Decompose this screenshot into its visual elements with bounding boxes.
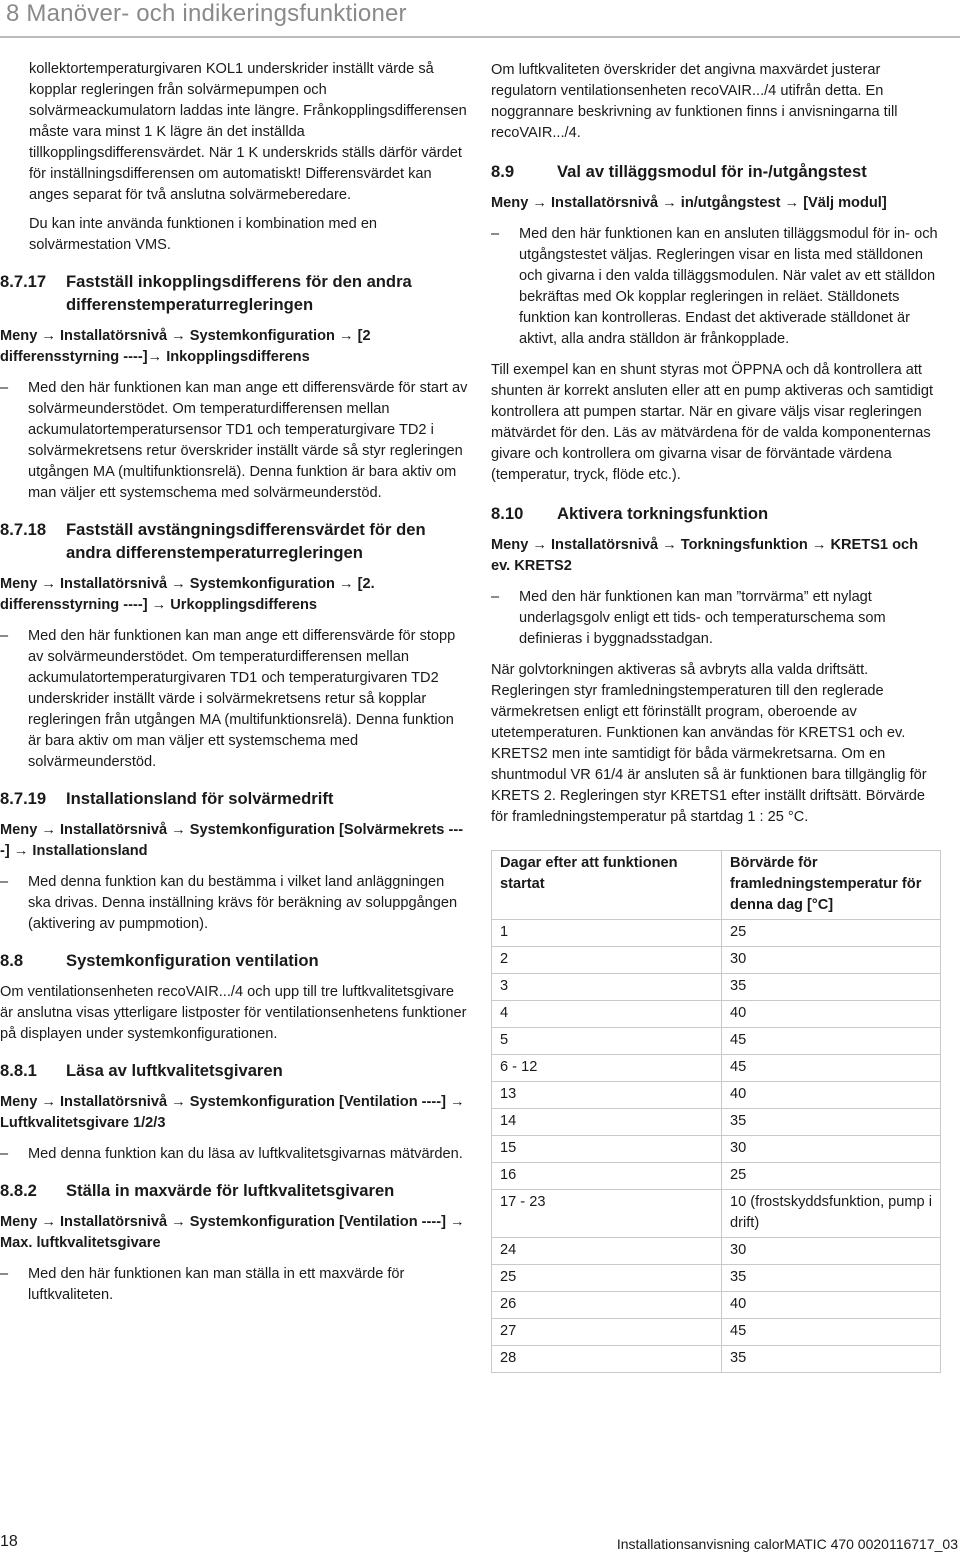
table-row — [492, 947, 941, 974]
table-cell-day: 25 — [492, 1265, 722, 1292]
list-item-8-10: – Med den här funktionen kan man ”torrvärma” ett nylagt underlagsgolv enligt ett tids- och temperaturschema som definieras i byggnadsstadgan. — [491, 589, 886, 647]
table-cell-setpoint: 35 — [722, 974, 941, 1001]
table-cell-setpoint: 25 — [722, 920, 941, 947]
list-item-8-7-17: – Med den här funktionen kan man ange ett differensvärde för start av solvärmeunderstödet. Om temperaturdifferensen mellan ackumulatortemperatursensor TD1 och temperaturgivare TD2 i solvärmekretsens retur överskrider inställt värde så styr regleringen utgången MA (multifunktionsrelä). Denna funktion är bara aktiv om man väljer ett systemschema med solvärmeunderstöd. — [0, 380, 468, 501]
recovair-paragraph: Om luftkvaliteten överskrider det angivna maxvärdet justerar regulatorn ventilationsenheten recoVAIR.../4 utifrån detta. En noggrannare beskrivning av funktionen finns i anvisningarna till recoVAIR.../4. — [491, 62, 898, 141]
list-item-8-9: – Med den här funktionen kan en ansluten tilläggsmodul för in- och utgångstestet väljas. Regleringen visar en lista med ställdonen och givarna i den valda tilläggsmodulen. När valet av ett ställdon bekräftas med Ok kopplar regleringen in reläet. Ställdonets funktion kan kontrolleras. Endast det aktiverade ställdonet är aktivt, alla andra ställdon är frånkopplade. — [491, 226, 938, 347]
page-number: 18 — [0, 1533, 18, 1550]
table-cell-setpoint: 30 — [722, 1238, 941, 1265]
menu-path-8-8-2: Meny → Installatörsnivå → Systemkonfiguration [Ventilation ----] → Max. luftkvalitetsgivare — [0, 1214, 465, 1251]
page-header-title: 8 Manöver- och indikeringsfunktioner — [6, 0, 407, 27]
table-cell-setpoint: 35 — [722, 1265, 941, 1292]
document-reference: Installationsanvisning calorMATIC 470 0020116717_03 — [616, 1536, 958, 1552]
table-row — [492, 974, 941, 1001]
list-item-8-7-19: – Med denna funktion kan du bestämma i vilket land anläggningen ska drivas. Denna inställning krävs för beräkning av soluppgången (aktivering av pumpmotion). — [0, 874, 458, 932]
table-row — [492, 1238, 941, 1265]
section-heading-8-9: 8.9 Val av tilläggsmodul för in-/utgångstest — [491, 162, 867, 181]
table-cell-day: 5 — [492, 1028, 722, 1055]
table-cell-setpoint: 10 (frostskyddsfunktion, pump i drift) — [722, 1190, 941, 1238]
menu-path-8-7-18: Meny → Installatörsnivå → Systemkonfiguration → [2. differensstyrning ----] → Urkopplingsdifferens — [0, 576, 375, 613]
section-heading-8-7-19: 8.7.19 Installationsland för solvärmedrift — [0, 789, 334, 808]
table-cell-setpoint: 45 — [722, 1055, 941, 1082]
menu-path-8-9: Meny → Installatörsnivå → in/utgångstest → [Välj modul] — [491, 195, 887, 211]
table-cell-day: 17 - 23 — [492, 1190, 722, 1238]
table-cell-day: 2 — [492, 947, 722, 974]
table-row — [492, 1319, 941, 1346]
table-row — [492, 1346, 941, 1373]
table-cell-day: 28 — [492, 1346, 722, 1373]
menu-path-8-7-17: Meny → Installatörsnivå → Systemkonfiguration → [2 differensstyrning ----]→ Inkopplingsdifferens — [0, 328, 371, 365]
table-cell-setpoint: 45 — [722, 1319, 941, 1346]
table-cell-setpoint: 40 — [722, 1082, 941, 1109]
table-cell-day: 16 — [492, 1163, 722, 1190]
table-cell-day: 24 — [492, 1238, 722, 1265]
right-column — [491, 60, 941, 1373]
drying-schedule-table — [491, 850, 941, 1373]
paragraph-8-8: Om ventilationsenheten recoVAIR.../4 och upp till tre luftkvalitetsgivare är anslutna visas ytterligare listposter för ventilationsenhetens funktioner på displayen under systemkonfigurationen. — [0, 984, 467, 1042]
table-cell-setpoint: 45 — [722, 1028, 941, 1055]
table-row — [492, 1028, 941, 1055]
paragraph-8-9: Till exempel kan en shunt styras mot ÖPPNA och då kontrollera att shunten är korrekt ansluten eller att en pump aktiveras och samtidigt kontrollera att pumpen startar. När en givare väljs visar regleringen mätvärdet för den. Läs av mätvärdena för de valda komponenternas givare och kontrollera om givarna visar de förväntade värdena (temperatur, tryck, flöde etc.). — [491, 362, 934, 483]
section-heading-8-8-2: 8.8.2 Ställa in maxvärde för luftkvalitetsgivaren — [0, 1181, 395, 1200]
table-cell-setpoint: 30 — [722, 1136, 941, 1163]
column-header-days: Dagar efter att funktionen startat — [492, 851, 722, 920]
section-heading-8-7-18: 8.7.18 Fastställ avstängningsdifferensvärdet för den andra differenstemperaturregleringen — [0, 520, 426, 562]
table-row — [492, 1055, 941, 1082]
table-row — [492, 1082, 941, 1109]
table-cell-setpoint: 40 — [722, 1292, 941, 1319]
table-row — [492, 1190, 941, 1238]
section-heading-8-8: 8.8 Systemkonfiguration ventilation — [0, 951, 319, 970]
table-cell-day: 26 — [492, 1292, 722, 1319]
table-row — [492, 1265, 941, 1292]
table-row — [492, 1109, 941, 1136]
section-heading-8-8-1: 8.8.1 Läsa av luftkvalitetsgivaren — [0, 1061, 283, 1080]
table-row — [492, 1292, 941, 1319]
table-cell-day: 13 — [492, 1082, 722, 1109]
menu-path-8-10: Meny → Installatörsnivå → Torkningsfunktion → KRETS1 och ev. KRETS2 — [491, 537, 919, 574]
header-divider — [0, 36, 960, 38]
table-cell-day: 1 — [492, 920, 722, 947]
table-row — [492, 920, 941, 947]
left-column — [0, 59, 469, 1306]
table-row — [492, 1136, 941, 1163]
table-cell-setpoint: 35 — [722, 1346, 941, 1373]
table-cell-day: 6 - 12 — [492, 1055, 722, 1082]
menu-path-8-8-1: Meny → Installatörsnivå → Systemkonfiguration [Ventilation ----] → Luftkvalitetsgivare 1/2/3 — [0, 1094, 465, 1131]
table-cell-setpoint: 25 — [722, 1163, 941, 1190]
menu-path-8-7-19: Meny → Installatörsnivå → Systemkonfiguration [Solvärmekrets ----] → Installationsland — [0, 822, 464, 859]
section-heading-8-10: 8.10 Aktivera torkningsfunktion — [491, 504, 769, 523]
paragraph-8-10: När golvtorkningen aktiveras så avbryts alla valda driftsätt. Regleringen styr framledningstemperaturen till den reglerade värmekretsen enligt ett förinställt program, oberoende av utetemperaturen. Funktionen kan användas för KRETS1 och ev. KRETS2 men inte samtidigt för båda värmekretsarna. Om en shuntmodul VR 61/4 är ansluten så är funktionen bara tillgänglig för KRETS 2. Regleringen styr KRETS1 efter inställt driftsätt. Börvärde för framledningstemperatur på startdag 1 : 25 °C. — [491, 662, 927, 825]
table-cell-day: 14 — [492, 1109, 722, 1136]
intro-paragraph: kollektortemperaturgivaren KOL1 underskrider inställt värde så kopplar regleringen från solvärmepumpen och solvärmeackumulatorn laddas inte längre. Frånkopplingsdifferensen måste vara minst 1 K lägre än det inställda tillkopplingsdifferensvärdet. När 1 K underskrids ställs därför värdet för inställningsdifferensen om automatiskt! Differensvärdet kan anges separat för två anslutna solvärmeberedare. — [29, 61, 467, 203]
table-cell-day: 27 — [492, 1319, 722, 1346]
table-row — [492, 1001, 941, 1028]
list-item-8-8-1: – Med denna funktion kan du läsa av luftkvalitetsgivarnas mätvärden. — [0, 1146, 463, 1162]
list-item-8-7-18: – Med den här funktionen kan man ange ett differensvärde för stopp av solvärmeunderstödet. Om temperaturdifferensen mellan ackumulatortemperaturgivaren TD1 och temperaturgivaren TD2 underskrider inställt värde i solvärmekretsens retur så kopplar regleringen från utgången MA (multifunktionsrelä). Denna funktion är bara aktiv om man väljer ett systemschema med solvärmeunderstöd. — [0, 628, 456, 770]
vms-note: Du kan inte använda funktionen i kombination med en solvärmestation VMS. — [29, 216, 378, 253]
list-item-8-8-2: – Med den här funktionen kan man ställa in ett maxvärde för luftkvaliteten. — [0, 1266, 405, 1303]
table-cell-day: 3 — [492, 974, 722, 1001]
table-cell-setpoint: 40 — [722, 1001, 941, 1028]
table-cell-setpoint: 35 — [722, 1109, 941, 1136]
table-cell-day: 4 — [492, 1001, 722, 1028]
table-body — [492, 920, 941, 1373]
table-cell-setpoint: 30 — [722, 947, 941, 974]
table-row — [492, 1163, 941, 1190]
table-header-row — [492, 851, 941, 920]
section-heading-8-7-17: 8.7.17 Fastställ inkopplingsdifferens för den andra differenstemperaturregleringen — [0, 272, 412, 314]
column-header-setpoint: Börvärde för framledningstemperatur för denna dag [°C] — [722, 851, 941, 920]
table-cell-day: 15 — [492, 1136, 722, 1163]
